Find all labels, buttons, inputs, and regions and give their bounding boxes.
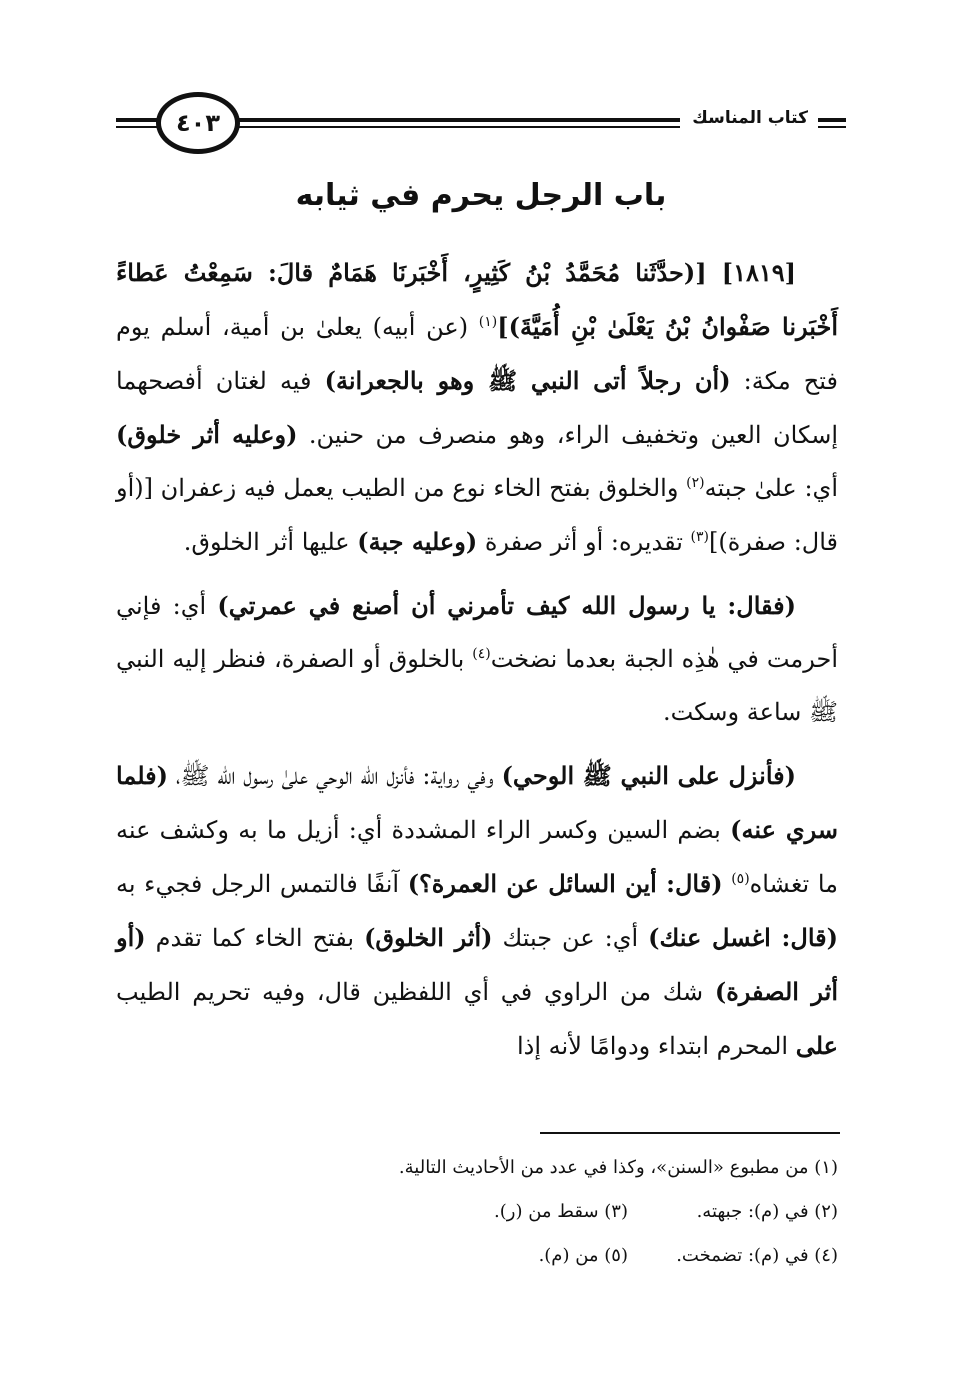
footnote-ref: (٣) (690, 529, 709, 545)
footnote-3: (٣) سقط من (ر). (494, 1201, 628, 1222)
footnote-2: (٢) في (م): جبهته. (696, 1201, 838, 1222)
text-segment: أي: علىٰ جبته (704, 474, 838, 502)
footnote-1: (١) من مطبوع «السنن»، وكذا في عدد من الأحاديث التالية. (398, 1157, 838, 1178)
footnote-row (116, 1190, 838, 1234)
text-segment: فيه لغتان أفصحهما إسكان العين وتخفيف الراء، وهو منصرف من حنين. (116, 367, 838, 449)
text-segment: (فأنزل على النبي ﷺ الوحي) (501, 761, 796, 790)
header-rule (226, 118, 680, 122)
footnote-4: (٤) في (م): تضمخت. (676, 1245, 838, 1266)
text-segment (723, 870, 732, 898)
text-segment: بفتح الخاء كما تقدم (145, 924, 365, 952)
text-segment: (أو أثر الصفرة) (116, 923, 838, 1006)
text-segment: شك من الراوي في أي اللفظين قال، وفيه تحريم الطيب (116, 978, 715, 1006)
text-segment: بضم السين وكسر الراء المشددة أي: أزيل ما به وكشف عنه ما تغشاه (116, 816, 838, 898)
footnotes (116, 1146, 838, 1278)
text-segment: [١٨١٩] [(حدَّثَنا مُحَمَّدُ بْنُ كَثِيرٍ، أَخْبَرنَا هَمَامٌ قالَ: سَمِعْتُ عَطاءً أَخْبَرنا صَفْوانُ بْنُ يَعْلَىٰ بْنِ أُمَيَّةَ)] (116, 258, 839, 341)
body-text (116, 246, 838, 1073)
text-segment: على (795, 1031, 838, 1060)
text-segment: تقديره: أو أثر صفرة (477, 528, 691, 556)
text-segment: آنفًا فالتمس الرجل فجيء به (116, 870, 408, 898)
text-segment: (أثر الخلوق) (364, 923, 493, 952)
footnote-ref: (٥) (731, 871, 750, 887)
text-segment: وفي رواية: فأنزل الله الوحي علىٰ رسول الله ﷺ، (167, 762, 502, 790)
text-segment: (فقال: يا رسول الله كيف تأمرني أن أصنع في عمرتي) (217, 591, 797, 620)
text-segment: (أن رجلاً أتى النبي ﷺ وهو بالجعرانة) (324, 366, 731, 395)
text-segment: أي: عن جبتك (492, 924, 649, 952)
header-rule (818, 126, 846, 128)
body-paragraph (116, 579, 838, 739)
text-segment: أي: فإني أحرمت في هٰذِه الجبة بعدما نضخت (116, 592, 838, 673)
header-rule (818, 118, 846, 122)
text-segment: والخلوق بفتح الخاء نوع من الطيب يعمل فيه زعفران [(أو قال: صفرة)] (116, 474, 838, 556)
text-segment: عليها أثر الخلوق. (183, 528, 358, 556)
text-segment: (فلما سري عنه) (116, 761, 839, 844)
footnote-row (116, 1234, 838, 1278)
footnote-ref: (١) (478, 314, 498, 330)
footnote-5: (٥) من (م). (538, 1245, 628, 1266)
text-segment: (وعليه أثر خلوق) (116, 420, 298, 449)
text-segment: (قال: أين السائل عن العمرة؟) (407, 869, 723, 898)
body-paragraph (116, 749, 838, 1073)
page-header (116, 92, 846, 158)
page-number: ٤٠٣ (156, 92, 240, 154)
text-segment: (قال: اغسل عنك) (648, 923, 838, 952)
footnote-row (116, 1146, 838, 1190)
text-segment: المحرم ابتداء ودوامًا لأنه إذا (517, 1032, 796, 1060)
header-rule (226, 126, 680, 128)
footnote-ref: (٢) (686, 475, 705, 491)
footnote-ref: (٤) (472, 646, 491, 662)
footnote-separator (540, 1132, 840, 1134)
text-segment: (وعليه جبة) (357, 527, 478, 556)
text-segment: بالخلوق أو الصفرة، فنظر إليه النبي ﷺ ساعة وسكت. (116, 645, 838, 726)
chapter-title: باب الرجل يحرم في ثيابه (295, 178, 667, 213)
text-segment: (عن أبيه) يعلىٰ بن أمية، أسلم يوم فتح مكة: (116, 313, 839, 395)
running-head: كتاب المناسك (686, 108, 814, 128)
body-paragraph (116, 246, 838, 569)
